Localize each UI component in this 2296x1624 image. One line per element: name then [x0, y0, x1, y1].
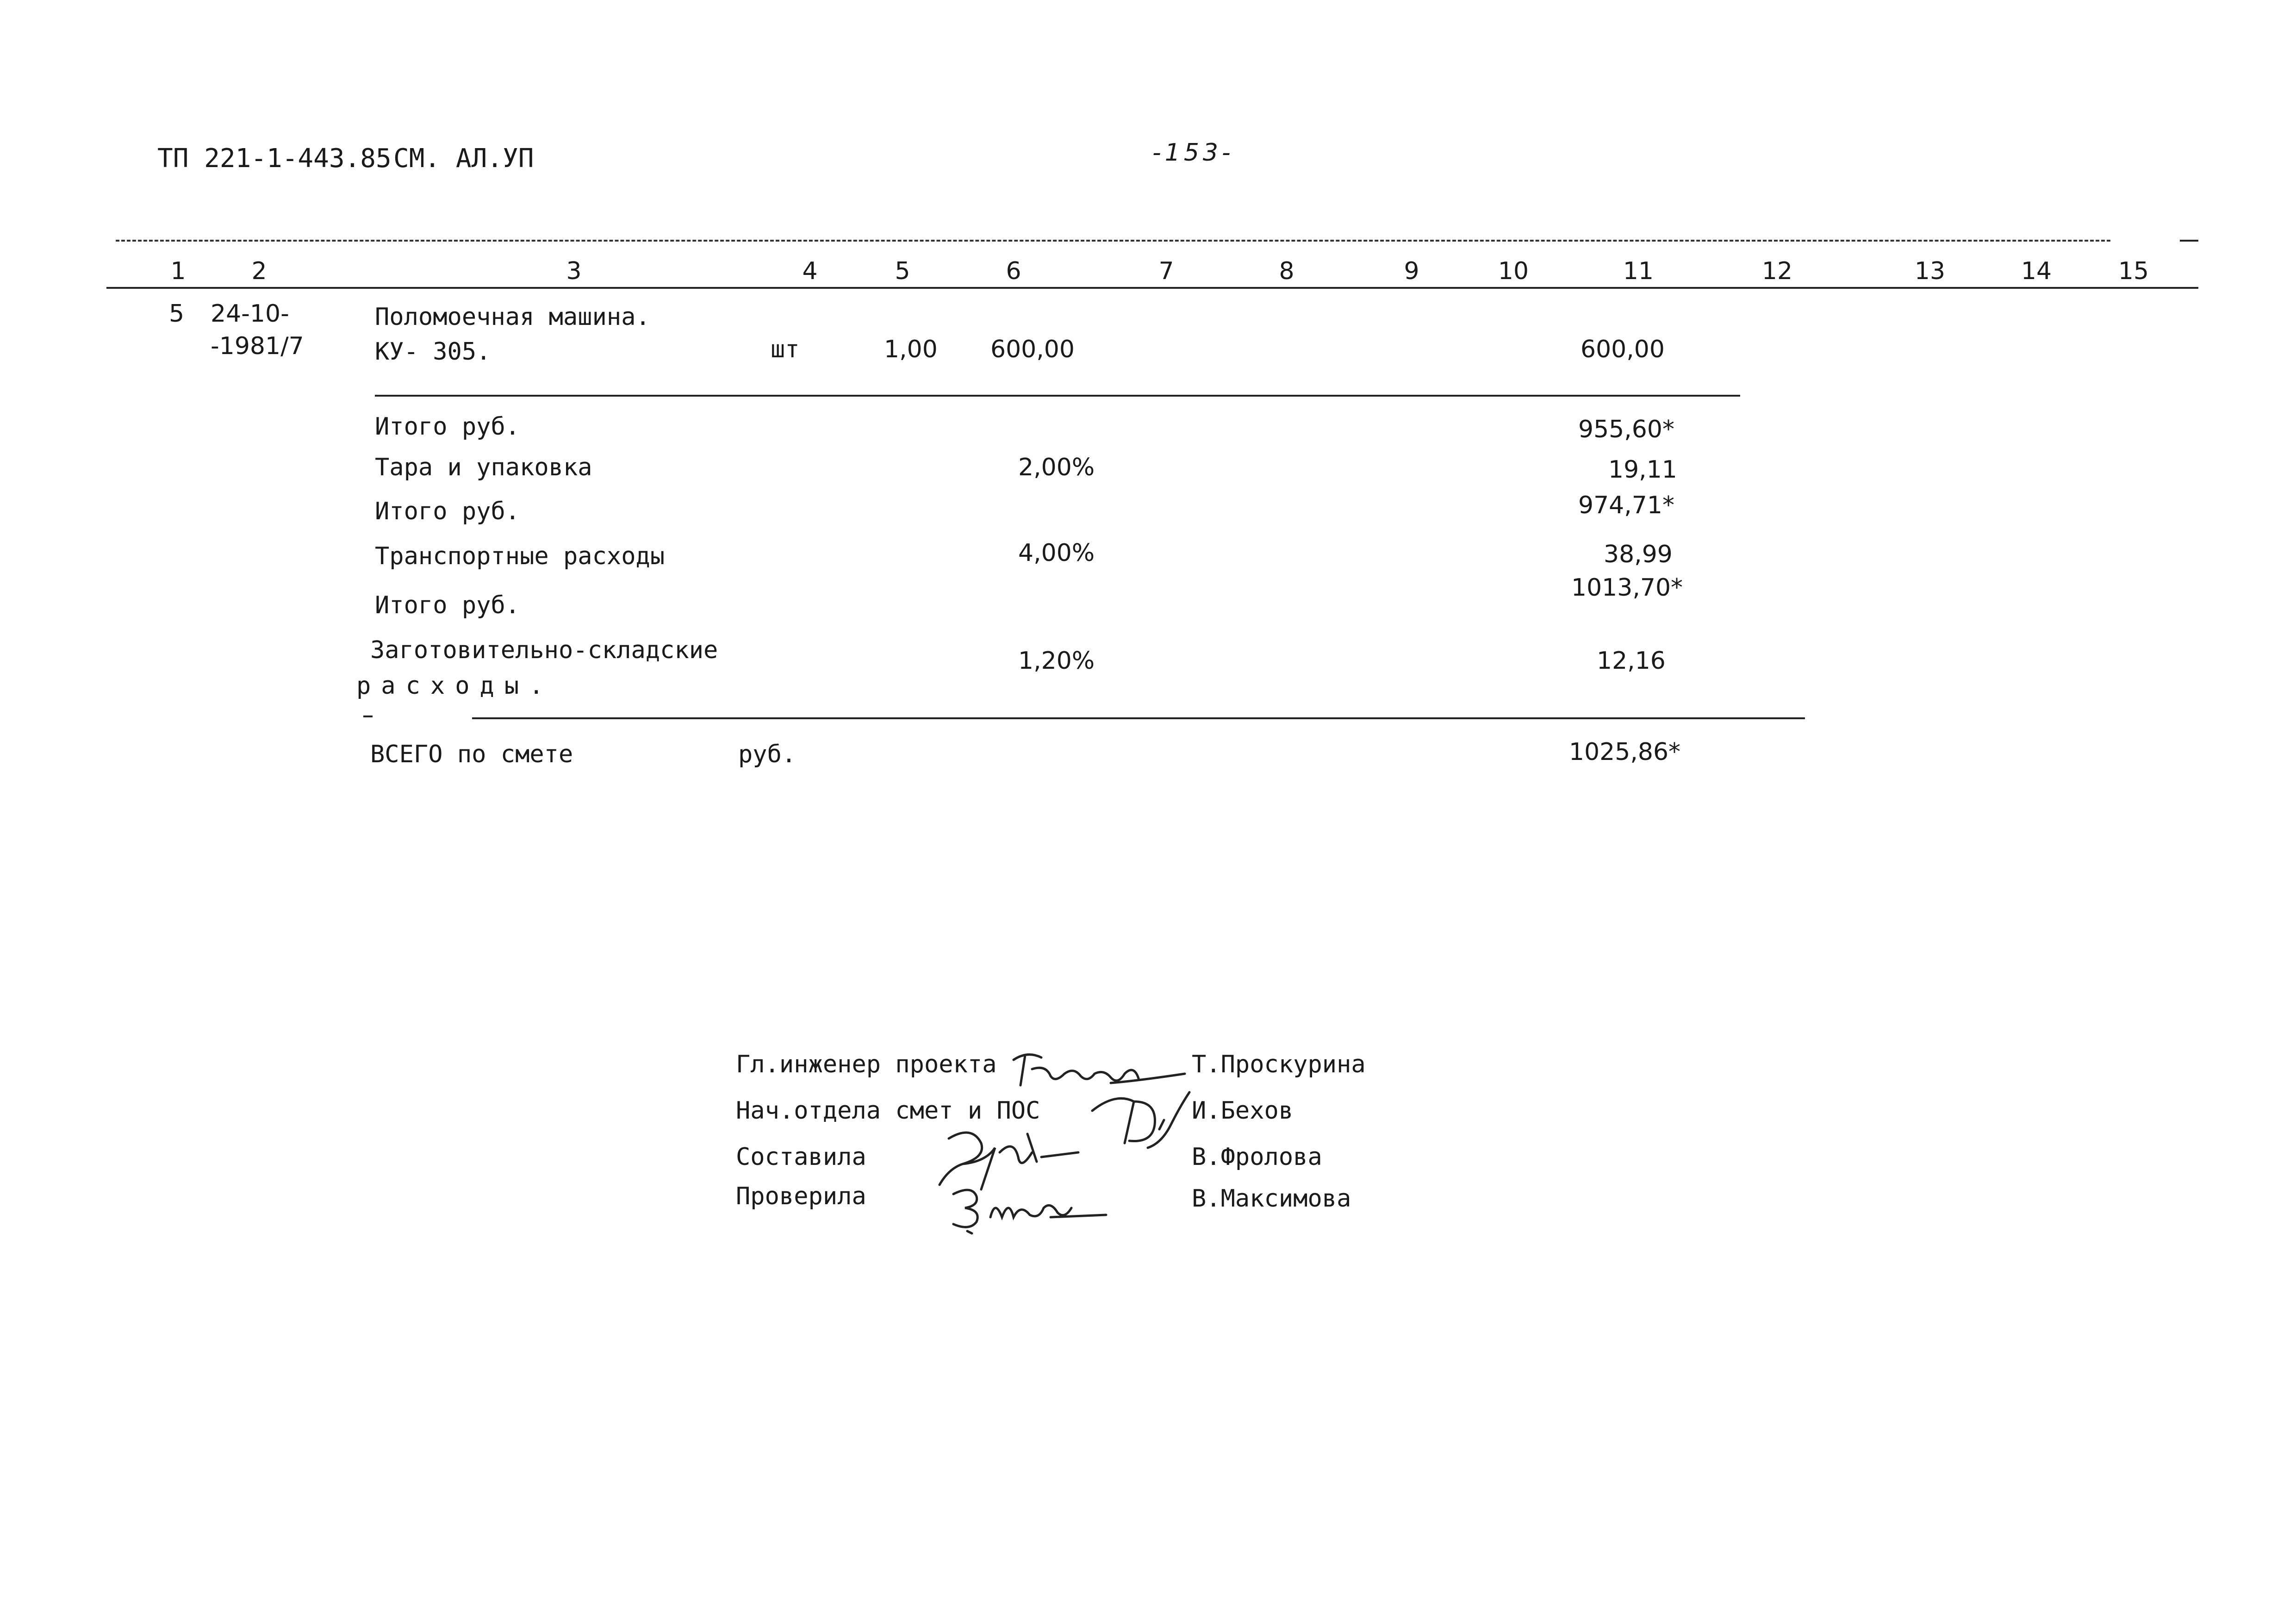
item-name-line1: Поломоечная машина. [375, 303, 650, 331]
summary-value: 1013,70* [1571, 574, 1683, 602]
summary-value: 12,16 [1597, 647, 1666, 675]
column-number: 11 [1623, 257, 1654, 285]
column-number: 14 [2021, 257, 2052, 285]
summary-label: Тара и упаковка [375, 454, 592, 481]
header-top-rule-end [2180, 240, 2198, 242]
summary-percent: 4,00% [1018, 539, 1095, 567]
signature-role: Проверила [736, 1182, 866, 1210]
column-number: 6 [1006, 257, 1021, 285]
grand-total-label: ВСЕГО по смете [370, 740, 573, 768]
total-separator-rule-start [363, 716, 373, 717]
item-separator-rule [375, 395, 1740, 397]
total-separator-rule [472, 717, 1805, 719]
item-total: 600,00 [1580, 336, 1665, 363]
header-top-rule [116, 240, 2110, 242]
item-qty: 1,00 [884, 336, 938, 363]
summary-percent: 2,00% [1018, 454, 1095, 481]
column-number: 10 [1498, 257, 1529, 285]
column-number: 8 [1279, 257, 1294, 285]
summary-value: 19,11 [1608, 456, 1677, 484]
item-price: 600,00 [990, 336, 1075, 363]
column-number: 7 [1158, 257, 1174, 285]
item-unit: шт [771, 336, 800, 363]
column-number: 5 [895, 257, 910, 285]
signature-name: И.Бехов [1192, 1097, 1294, 1125]
header-bottom-rule [106, 287, 2198, 289]
signature-name: Т.Проскурина [1192, 1051, 1366, 1078]
item-code-line1: 24-10- [211, 300, 289, 328]
column-number: 2 [251, 257, 267, 285]
item-name-line2: КУ- 305. [375, 338, 491, 366]
signature-name: В.Фролова [1192, 1143, 1322, 1171]
column-number: 1 [170, 257, 186, 285]
summary-label: Транспортные расходы [375, 542, 665, 570]
summary-label: Итого руб. [375, 498, 520, 525]
signature-role: Составила [736, 1143, 866, 1171]
grand-total-value: 1025,86* [1569, 738, 1681, 766]
signature-role: Нач.отдела смет и ПОС [736, 1097, 1040, 1125]
sheet-ref: СМ. АЛ.УП [393, 143, 534, 174]
signature-name: В.Максимова [1192, 1185, 1351, 1213]
column-number: 15 [2118, 257, 2149, 285]
summary-value: 38,99 [1604, 541, 1673, 568]
summary-label: Итого руб. [375, 413, 520, 441]
doc-code: ТП 221-1-443.85 [157, 143, 392, 174]
column-number: 9 [1404, 257, 1419, 285]
summary-label: Заготовительно-складские [370, 636, 718, 664]
summary-value: 955,60* [1578, 416, 1674, 443]
grand-total-unit: руб. [738, 740, 796, 768]
summary-label-cont: расходы. [356, 672, 554, 700]
column-number: 4 [802, 257, 818, 285]
column-number: 13 [1914, 257, 1946, 285]
item-number: 5 [169, 300, 185, 328]
column-number: 12 [1761, 257, 1793, 285]
item-code-line2: -1981/7 [211, 332, 304, 360]
summary-percent: 1,20% [1018, 647, 1095, 675]
page-number: -153- [1152, 139, 1234, 167]
handwritten-signature [940, 1176, 1115, 1236]
signature-role: Гл.инженер проекта [736, 1051, 997, 1078]
summary-label: Итого руб. [375, 591, 520, 619]
summary-value: 974,71* [1578, 492, 1674, 519]
column-number: 3 [566, 257, 582, 285]
